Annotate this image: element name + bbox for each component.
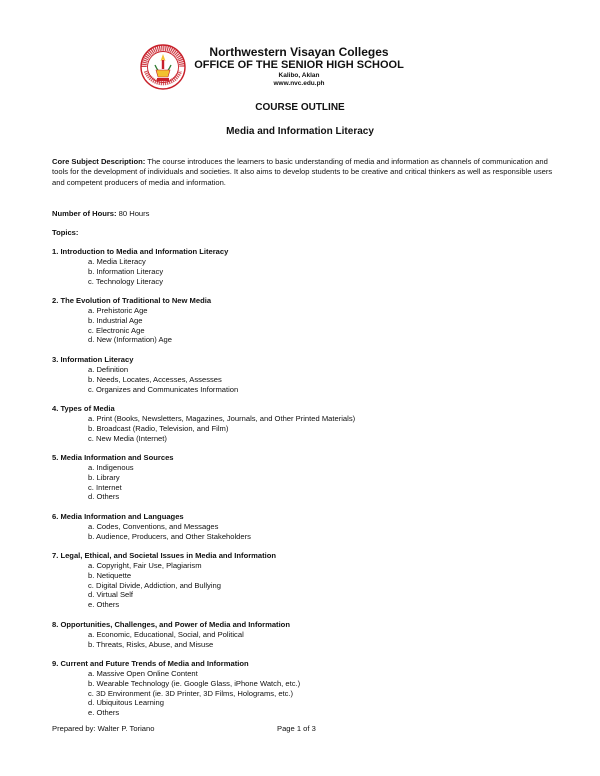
topic-block	[52, 296, 552, 345]
topic-title: 3. Information Literacy	[52, 355, 134, 364]
description-label: Core Subject Description:	[52, 157, 146, 166]
topic-subitem: a. Codes, Conventions, and Messages	[88, 522, 219, 531]
document-title: COURSE OUTLINE	[255, 102, 345, 113]
topic-subitem: b. Information Literacy	[88, 266, 164, 276]
topic-block	[52, 453, 552, 502]
core-subject-description	[52, 157, 562, 188]
topic-subitem: a. Economic, Educational, Social, and Political	[88, 630, 244, 639]
topic-block	[52, 247, 552, 286]
hours-label: Number of Hours:	[52, 209, 117, 218]
topics-label: Topics:	[52, 228, 79, 237]
topic-title: 4. Types of Media	[52, 404, 115, 413]
school-website: www.nvc.edu.ph	[273, 80, 325, 87]
topic-subitem: a. Indigenous	[88, 463, 134, 472]
topic-subitem: a. Massive Open Online Content	[88, 669, 198, 678]
topic-subitem: b. Needs, Locates, Accesses, Assesses	[88, 374, 222, 384]
description-text: The course introduces the learners to basic understanding of media and information as channels of communication and tools for the development of individuals and societies. It also aims to develop students to be creative and critical thinkers as well as responsible users and competent producers of media and information.	[52, 157, 553, 187]
topic-subitem: a. Media Literacy	[88, 257, 146, 266]
topic-subitem: b. Audience, Producers, and Other Stakeholders	[88, 531, 251, 541]
topic-subitem: b. Netiquette	[88, 570, 132, 580]
topic-title: 9. Current and Future Trends of Media and Information	[52, 659, 249, 668]
prepared-by: Prepared by: Walter P. Toriano	[52, 724, 155, 733]
subject-title: Media and Information Literacy	[226, 126, 374, 137]
topic-subitem: c. New Media (Internet)	[88, 433, 167, 443]
topic-block	[52, 404, 552, 443]
topic-block	[52, 620, 552, 650]
topic-subitem: b. Broadcast (Radio, Television, and Film)	[88, 423, 229, 433]
letterhead-text	[188, 46, 410, 88]
topic-title: 1. Introduction to Media and Information Literacy	[52, 247, 229, 256]
topic-subitem: c. 3D Environment (ie. 3D Printer, 3D Films, Holograms, etc.)	[88, 688, 294, 698]
topic-subitem: c. Organizes and Communicates Information	[88, 384, 239, 394]
topic-subitem: c. Internet	[88, 482, 122, 492]
topic-subitem: b. Threats, Risks, Abuse, and Misuse	[88, 639, 214, 649]
letterhead	[140, 44, 460, 100]
topic-subitem: a. Print (Books, Newsletters, Magazines, Journals, and Other Printed Materials)	[88, 414, 356, 423]
topic-subitem: a. Definition	[88, 365, 129, 374]
topic-title: 8. Opportunities, Challenges, and Power of Media and Information	[52, 620, 290, 629]
topic-subitem: e. Others	[88, 708, 120, 718]
number-of-hours	[52, 209, 149, 218]
topic-subitem: a. Prehistoric Age	[88, 306, 148, 315]
topic-subitem: e. Others	[88, 600, 120, 610]
topic-subitem: d. Ubiquitous Learning	[88, 698, 164, 708]
school-name: Northwestern Visayan Colleges	[209, 45, 389, 59]
topic-block	[52, 551, 552, 610]
topic-subitem: c. Electronic Age	[88, 325, 145, 335]
topic-subitem: d. Others	[88, 492, 120, 502]
topic-title: 6. Media Information and Languages	[52, 512, 184, 521]
topic-block	[52, 659, 552, 718]
school-address: Kalibo, Aklan	[278, 72, 320, 79]
topic-subitem: b. Wearable Technology (ie. Google Glass, iPhone Watch, etc.)	[88, 678, 301, 688]
topic-subitem: d. Virtual Self	[88, 590, 134, 600]
topic-subitem: b. Library	[88, 472, 120, 482]
topic-block	[52, 512, 552, 542]
topic-subitem: d. New (Information) Age	[88, 335, 172, 345]
school-seal-icon	[140, 44, 186, 90]
topic-title: 2. The Evolution of Traditional to New Media	[52, 296, 212, 305]
topic-subitem: b. Industrial Age	[88, 315, 143, 325]
topic-subitem: c. Technology Literacy	[88, 276, 163, 286]
topic-title: 7. Legal, Ethical, and Societal Issues in Media and Information	[52, 551, 277, 560]
page-number: Page 1 of 3	[277, 724, 316, 733]
topic-subitem: c. Digital Divide, Addiction, and Bullying	[88, 580, 221, 590]
hours-value: 80 Hours	[116, 209, 150, 218]
topic-subitem: a. Copyright, Fair Use, Plagiarism	[88, 561, 202, 570]
office-name: OFFICE OF THE SENIOR HIGH SCHOOL	[194, 59, 404, 71]
topic-block	[52, 355, 552, 394]
topic-title: 5. Media Information and Sources	[52, 453, 174, 462]
